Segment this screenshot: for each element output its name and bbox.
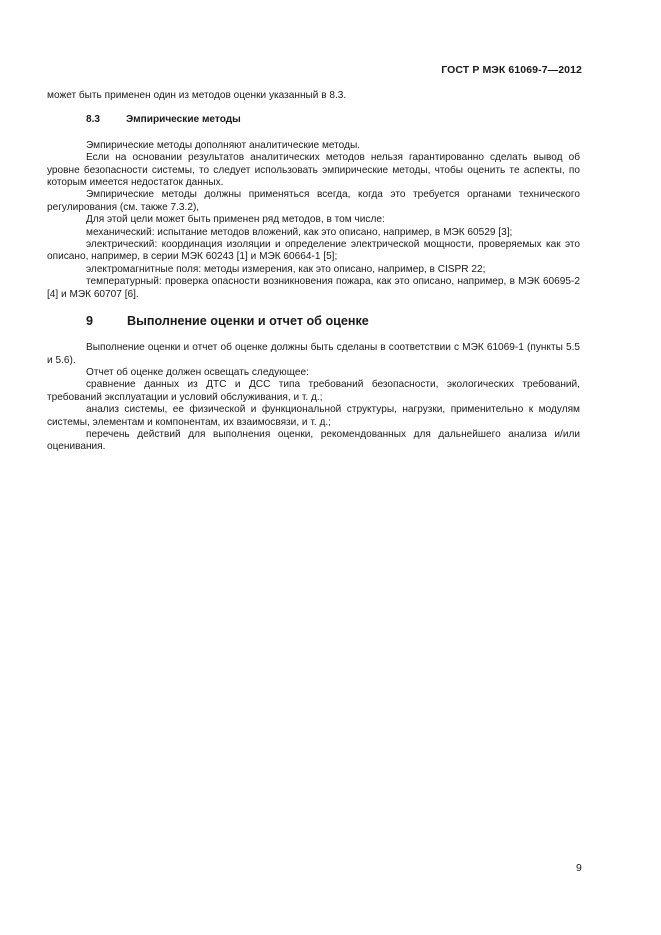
section-heading <box>47 314 580 329</box>
page-number: 9 <box>576 862 582 874</box>
subsection-heading <box>47 114 580 126</box>
page-body <box>47 90 580 454</box>
list-item: механический: испытание методов вложений, как это описано, например, в МЭК 60529 [3]; <box>86 226 513 238</box>
list-item: сравнение данных из ДТС и ДСС типа требований безопасности, экологических требований, требований эксплуатации и условий обслуживания, и т. д.; <box>47 379 580 403</box>
list-item: электромагнитные поля: методы измерения, как это описано, например, в CISPR 22; <box>86 263 486 275</box>
list-item: анализ системы, ее физической и функциональной структуры, нагрузки, применительно к модулям системы, элементам и компонентам, их взаимосвязи, и т. д.; <box>47 404 580 428</box>
paragraph: Для этой цели может быть применен ряд методов, в том числе: <box>86 214 385 226</box>
document-header-id: ГОСТ Р МЭК 61069-7—2012 <box>441 64 582 76</box>
paragraph: Эмпирические методы должны применяться всегда, когда это требуется органами технического регулирования (см. также 7.3.2), <box>47 189 580 213</box>
subsection-title: Эмпирические методы <box>126 114 241 126</box>
subsection-number: 8.3 <box>86 114 101 126</box>
paragraph: Отчет об оценке должен освещать следующее: <box>86 366 309 378</box>
section-title: Выполнение оценки и отчет об оценке <box>127 314 369 329</box>
list-item: перечень действий для выполнения оценки, рекомендованных для дальнейшего анализа и/или оценивания. <box>47 428 580 453</box>
paragraph: Выполнение оценки и отчет об оценке должны быть сделаны в соответствии с МЭК 61069-1 (пункты 5.5 и 5.6). <box>47 342 580 366</box>
paragraph: Если на основании результатов аналитических методов нельзя гарантированно сделать вывод об уровне безопасности системы, то следует использовать эмпирические методы, чтобы оценить те аспекты, по которым имеется недостаток данных. <box>47 152 580 189</box>
paragraph: Эмпирические методы дополняют аналитические методы. <box>86 139 361 151</box>
list-item: электрический: координация изоляции и определение электрической мощности, проверяемых как это описано, например, в серии МЭК 60243 [1] и МЭК 60664-1 [5]; <box>47 239 580 263</box>
intro-paragraph: может быть применен один из методов оценки указанный в 8.3. <box>47 90 347 101</box>
list-item: температурный: проверка опасности возникновения пожара, как это описано, например, в МЭК 60695-2 [4] и МЭК 60707 [6]. <box>47 276 580 300</box>
section-number: 9 <box>86 314 94 329</box>
